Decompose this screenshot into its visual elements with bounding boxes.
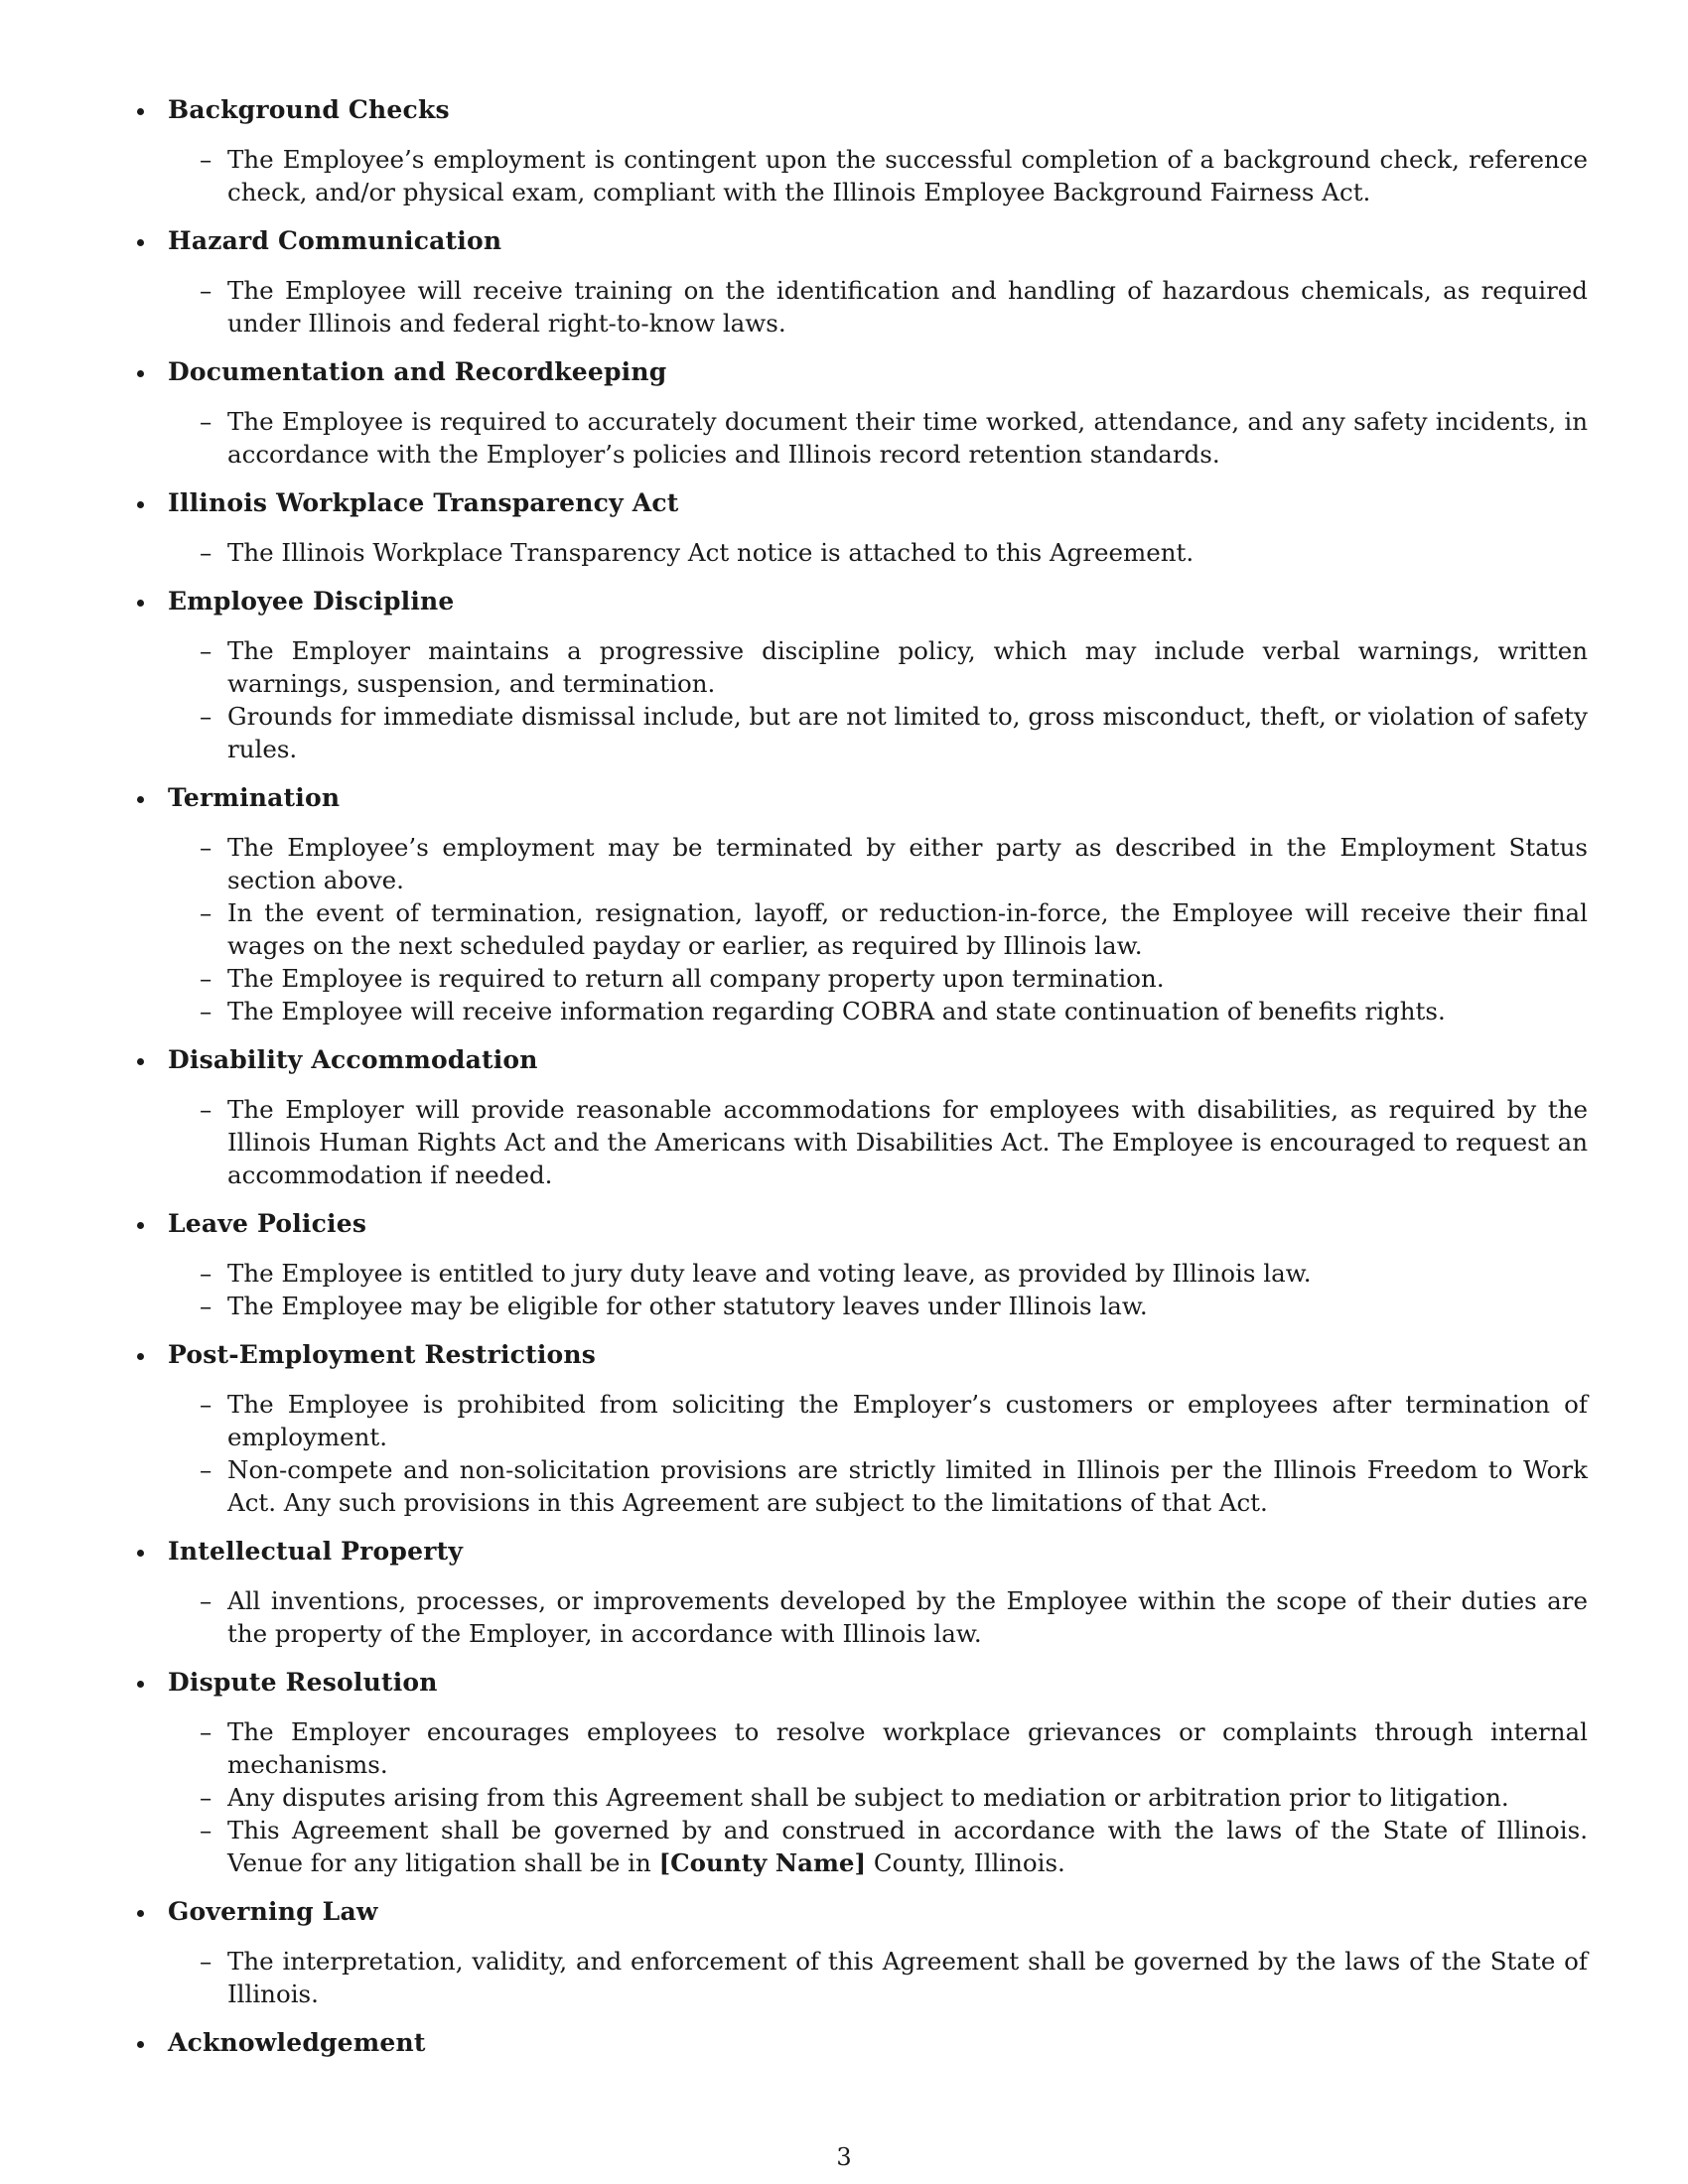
dash-icon: – [200, 997, 212, 1025]
section-heading-text: Post-Employment Restrictions [168, 1340, 597, 1369]
section-employee-discipline [130, 585, 1588, 765]
section-disability-accommodation [130, 1043, 1588, 1191]
section-items [130, 634, 1588, 765]
section-items [130, 1945, 1588, 2010]
venue-text-after: County, Illinois. [866, 1848, 1065, 1877]
bullet-icon [137, 108, 144, 115]
dash-icon: – [200, 538, 212, 567]
section-items [130, 274, 1588, 340]
list-item [130, 896, 1588, 962]
section-heading [130, 1043, 1588, 1077]
list-item [130, 634, 1588, 700]
section-heading [130, 1338, 1588, 1372]
section-background-checks [130, 93, 1588, 208]
list-item-text: The Employee is required to return all company property upon termination. [227, 964, 1165, 993]
section-items [130, 1257, 1588, 1322]
bullet-icon [137, 239, 144, 246]
list-item [130, 962, 1588, 995]
dash-icon: – [200, 276, 212, 305]
venue-text-before: This Agreement shall be governed by and construed in accordance with the laws of the State of Illinois. Venue for any litigation shall be in [227, 1816, 1588, 1877]
section-items [130, 143, 1588, 208]
section-heading-text: Acknowledgement [168, 2028, 426, 2057]
list-item-text: The interpretation, validity, and enforcement of this Agreement shall be governed by the laws of the State of Illinois. [227, 1947, 1588, 2008]
section-heading [130, 781, 1588, 815]
section-intellectual-property [130, 1535, 1588, 1650]
bullet-icon [137, 2041, 144, 2048]
list-item [130, 405, 1588, 471]
section-governing-law [130, 1895, 1588, 2010]
list-item [130, 1715, 1588, 1781]
list-item-text: Any disputes arising from this Agreement shall be subject to mediation or arbitration prior to litigation. [227, 1783, 1509, 1812]
list-item-text: The Employee’s employment is contingent upon the successful completion of a background check, reference check, and/or physical exam, compliant with the Illinois Employee Background Fairness Act. [227, 145, 1588, 206]
list-item [130, 1453, 1588, 1519]
list-item-text: The Employee is required to accurately document their time worked, attendance, and any safety incidents, in accordance with the Employer’s policies and Illinois record retention standards. [227, 407, 1588, 469]
section-heading-text: Leave Policies [168, 1209, 367, 1238]
section-workplace-transparency-act [130, 486, 1588, 569]
section-heading [130, 1207, 1588, 1241]
list-item [130, 995, 1588, 1027]
section-items [130, 1715, 1588, 1879]
section-heading [130, 355, 1588, 389]
list-item [130, 831, 1588, 896]
dash-icon: – [200, 1947, 212, 1976]
bullet-icon [137, 1058, 144, 1065]
section-termination [130, 781, 1588, 1027]
dash-icon: – [200, 702, 212, 731]
section-heading [130, 486, 1588, 520]
section-items [130, 405, 1588, 471]
section-leave-policies [130, 1207, 1588, 1322]
section-items [130, 536, 1588, 569]
list-item [130, 1945, 1588, 2010]
bullet-icon [137, 501, 144, 508]
section-heading [130, 1895, 1588, 1929]
dash-icon: – [200, 145, 212, 174]
section-dispute-resolution [130, 1666, 1588, 1879]
list-item-text: All inventions, processes, or improvements developed by the Employee within the scope of their duties are the property of the Employer, in accordance with Illinois law. [227, 1586, 1588, 1648]
dash-icon: – [200, 1455, 212, 1484]
section-heading [130, 1666, 1588, 1700]
section-heading-text: Dispute Resolution [168, 1668, 438, 1697]
county-name-placeholder: [County Name] [658, 1848, 867, 1877]
list-item [130, 1781, 1588, 1814]
list-item-text: The Employer encourages employees to resolve workplace grievances or complaints through internal mechanisms. [227, 1717, 1588, 1779]
list-item-text: Grounds for immediate dismissal include, but are not limited to, gross misconduct, theft, or violation of safety rules. [227, 702, 1588, 763]
section-heading-text: Documentation and Recordkeeping [168, 357, 667, 386]
list-item [130, 1388, 1588, 1453]
bullet-icon [137, 370, 144, 377]
list-item [130, 1814, 1588, 1879]
bullet-icon [137, 600, 144, 607]
bullet-icon [137, 1550, 144, 1557]
dash-icon: – [200, 1717, 212, 1746]
section-heading-text: Illinois Workplace Transparency Act [168, 488, 679, 517]
list-item [130, 536, 1588, 569]
section-acknowledgement [130, 2026, 1588, 2060]
dash-icon: – [200, 407, 212, 436]
dash-icon: – [200, 833, 212, 862]
section-heading-text: Intellectual Property [168, 1537, 464, 1566]
section-heading-text: Employee Discipline [168, 587, 455, 615]
page-number: 3 [836, 2143, 852, 2171]
section-heading-text: Hazard Communication [168, 226, 502, 255]
section-heading [130, 224, 1588, 258]
bullet-icon [137, 1353, 144, 1360]
section-heading [130, 93, 1588, 127]
list-item-text: In the event of termination, resignation, layoff, or reduction-in-force, the Employee will receive their final wages on the next scheduled payday or earlier, as required by Illinois law. [227, 898, 1588, 960]
bullet-icon [137, 796, 144, 803]
list-item-text: The Employee is entitled to jury duty leave and voting leave, as provided by Illinois law. [227, 1259, 1312, 1288]
bullet-icon [137, 1910, 144, 1917]
list-item-text: The Employee will receive training on the identification and handling of hazardous chemicals, as required under Illinois and federal right-to-know laws. [227, 276, 1588, 338]
list-item [130, 1093, 1588, 1191]
section-items [130, 1093, 1588, 1191]
section-heading [130, 585, 1588, 618]
section-heading-text: Termination [168, 783, 341, 812]
list-item-text: Non-compete and non-solicitation provisions are strictly limited in Illinois per the Illinois Freedom to Work Act. Any such provisions in this Agreement are subject to the limitations of that Act. [227, 1455, 1588, 1517]
list-item-text: The Illinois Workplace Transparency Act notice is attached to this Agreement. [227, 538, 1195, 567]
section-items [130, 1388, 1588, 1519]
section-documentation-recordkeeping [130, 355, 1588, 471]
list-item-text: The Employee’s employment may be terminated by either party as described in the Employment Status section above. [227, 833, 1588, 894]
list-item [130, 1584, 1588, 1650]
list-item [130, 1290, 1588, 1322]
section-post-employment-restrictions [130, 1338, 1588, 1519]
dash-icon: – [200, 1586, 212, 1615]
list-item-text: The Employer maintains a progressive discipline policy, which may include verbal warnings, written warnings, suspension, and termination. [227, 636, 1588, 698]
section-heading [130, 1535, 1588, 1569]
dash-icon: – [200, 1783, 212, 1812]
dash-icon: – [200, 1816, 212, 1844]
dash-icon: – [200, 964, 212, 993]
dash-icon: – [200, 1095, 212, 1124]
dash-icon: – [200, 636, 212, 665]
section-heading [130, 2026, 1588, 2060]
section-items [130, 1584, 1588, 1650]
section-heading-text: Background Checks [168, 95, 450, 124]
dash-icon: – [200, 1292, 212, 1320]
section-hazard-communication [130, 224, 1588, 340]
document-body [130, 93, 1588, 2060]
list-item [130, 274, 1588, 340]
bullet-icon [137, 1222, 144, 1229]
dash-icon: – [200, 1259, 212, 1288]
list-item [130, 700, 1588, 765]
dash-icon: – [200, 1390, 212, 1419]
section-heading-text: Disability Accommodation [168, 1045, 538, 1074]
list-item-text: The Employer will provide reasonable accommodations for employees with disabilities, as required by the Illinois Human Rights Act and the Americans with Disabilities Act. The Employee is encouraged to request an accommodation if needed. [227, 1095, 1588, 1189]
list-item-text: The Employee is prohibited from soliciting the Employer’s customers or employees after termination of employment. [227, 1390, 1588, 1451]
section-heading-text: Governing Law [168, 1897, 378, 1926]
dash-icon: – [200, 898, 212, 927]
bullet-icon [137, 1681, 144, 1688]
list-item-text: The Employee may be eligible for other statutory leaves under Illinois law. [227, 1292, 1148, 1320]
list-item-text: The Employee will receive information regarding COBRA and state continuation of benefits rights. [227, 997, 1446, 1025]
section-items [130, 831, 1588, 1027]
list-item [130, 143, 1588, 208]
list-item [130, 1257, 1588, 1290]
